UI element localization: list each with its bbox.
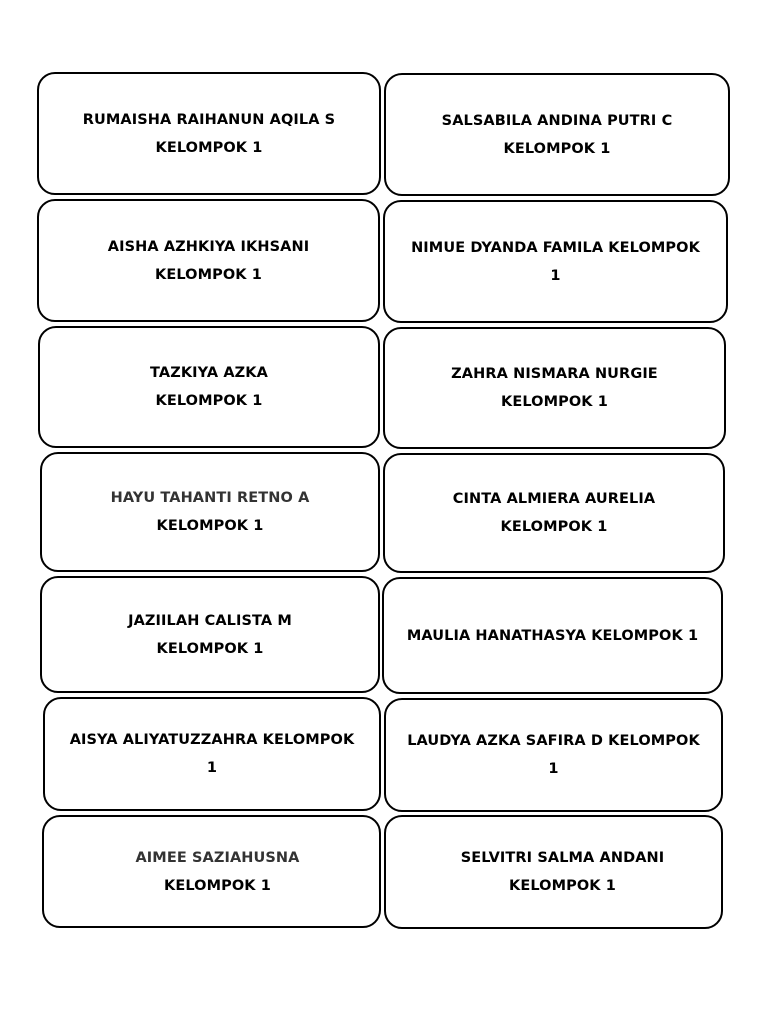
card-text	[407, 727, 700, 783]
student-name: AISYA ALIYATUZZAHRA KELOMPOK	[69, 732, 355, 748]
student-name: AIMEE SAZIAHUSNA	[135, 849, 300, 866]
group-label: KELOMPOK 1	[501, 394, 608, 410]
student-name: RUMAISHA RAIHANUN AQILA S	[82, 111, 336, 128]
student-name: MAULIA HANATHASYA KELOMPOK 1	[406, 627, 699, 644]
name-card	[383, 453, 725, 573]
card-text	[411, 234, 700, 290]
card-text	[443, 844, 665, 900]
name-card	[383, 200, 728, 323]
student-name: AISHA AZHKIYA IKHSANI	[107, 238, 310, 255]
card-text	[453, 485, 655, 541]
name-card	[382, 577, 723, 694]
student-name: JAZIILAH CALISTA M	[128, 612, 292, 629]
name-card	[37, 199, 380, 322]
name-card	[42, 815, 381, 928]
group-label: KELOMPOK 1	[503, 140, 611, 157]
student-name: ZAHRA NISMARA NURGIE	[451, 366, 658, 382]
card-text	[407, 622, 698, 650]
group-label: 1	[206, 760, 218, 776]
group-label: 1	[548, 761, 559, 777]
group-label: KELOMPOK 1	[156, 640, 264, 657]
student-name: SALSABILA ANDINA PUTRI C	[441, 112, 673, 129]
group-label: KELOMPOK 1	[164, 877, 271, 894]
card-text	[442, 107, 673, 163]
name-card	[384, 73, 730, 196]
name-card	[40, 452, 380, 572]
card-text	[70, 726, 355, 782]
card-text	[150, 359, 268, 415]
group-label: KELOMPOK 1	[500, 519, 608, 535]
group-label: 1	[550, 267, 561, 284]
group-label: KELOMPOK 1	[155, 393, 263, 409]
name-card	[38, 326, 380, 448]
group-label: KELOMPOK 1	[155, 266, 262, 283]
student-name: CINTA ALMIERA AURELIA	[452, 491, 656, 507]
group-label: KELOMPOK 1	[509, 878, 616, 894]
group-label: KELOMPOK 1	[155, 139, 263, 156]
card-text	[451, 360, 658, 416]
name-card	[384, 815, 723, 929]
card-text	[128, 607, 292, 663]
card-text	[83, 106, 335, 162]
student-name: NIMUE DYANDA FAMILA KELOMPOK	[411, 239, 700, 256]
name-card	[43, 697, 381, 811]
name-card	[37, 72, 381, 195]
name-card	[384, 698, 723, 812]
card-text	[111, 484, 310, 540]
name-card	[40, 576, 380, 693]
card-text	[108, 233, 309, 289]
student-name: SELVITRI SALMA ANDANI	[460, 850, 665, 866]
student-name: LAUDYA AZKA SAFIRA D KELOMPOK	[407, 733, 700, 749]
name-card	[383, 327, 726, 449]
student-name: HAYU TAHANTI RETNO A	[110, 490, 310, 506]
card-text	[123, 844, 299, 900]
group-label: KELOMPOK 1	[156, 518, 264, 534]
student-name: TAZKIYA AZKA	[150, 365, 268, 381]
